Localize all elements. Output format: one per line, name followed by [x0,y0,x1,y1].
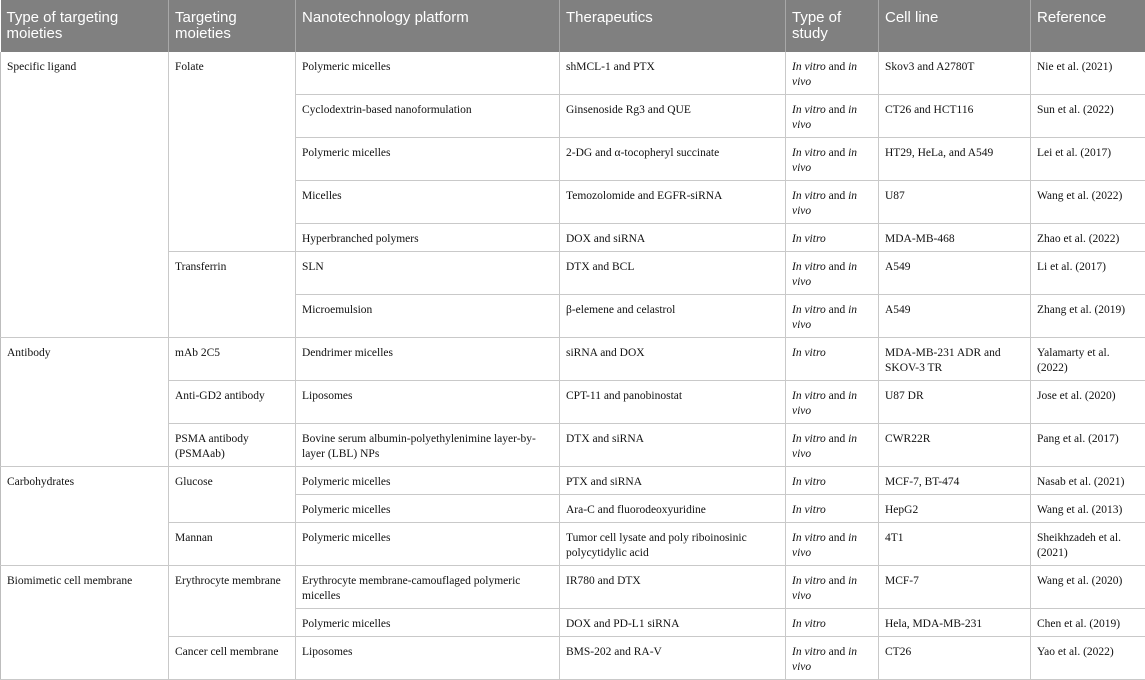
moiety-cell: Glucose [169,467,296,523]
moiety-cell: mAb 2C5 [169,338,296,381]
moiety-cell: Folate [169,52,296,252]
moiety-cell: Erythrocyte membrane [169,566,296,637]
group-cell: Biomimetic cell membrane [1,566,169,680]
therapeutics-cell: β-elemene and celastrol [560,295,786,338]
study-cell: In vitro [786,467,879,495]
therapeutics-cell: IR780 and DTX [560,566,786,609]
therapeutics-cell: Ara-C and fluorodeoxyuridine [560,495,786,523]
moiety-cell: Anti-GD2 antibody [169,381,296,424]
study-cell: In vitro [786,224,879,252]
platform-cell: Polymeric micelles [296,609,560,637]
therapeutics-cell: 2-DG and α-tocopheryl succinate [560,138,786,181]
table-row [1,637,1145,680]
platform-cell: Polymeric micelles [296,523,560,566]
platform-cell: Bovine serum albumin-polyethylenimine layer-by-layer (LBL) NPs [296,424,560,467]
cell-line-cell: CT26 and HCT116 [879,95,1031,138]
header-type-of-study: Type of study [786,0,879,52]
reference-cell: Wang et al. (2013) [1031,495,1145,523]
study-cell: In vitro [786,495,879,523]
table-row [1,467,1145,495]
reference-cell: Nasab et al. (2021) [1031,467,1145,495]
group-cell: Carbohydrates [1,467,169,566]
cell-line-cell: MCF-7 [879,566,1031,609]
cell-line-cell: A549 [879,252,1031,295]
therapeutics-cell: DTX and BCL [560,252,786,295]
header-nanotechnology-platform: Nanotechnology platform [296,0,560,52]
reference-cell: Pang et al. (2017) [1031,424,1145,467]
therapeutics-cell: CPT-11 and panobinostat [560,381,786,424]
table-row [1,424,1145,467]
reference-cell: Zhang et al. (2019) [1031,295,1145,338]
reference-cell: Wang et al. (2022) [1031,181,1145,224]
reference-cell: Zhao et al. (2022) [1031,224,1145,252]
therapeutics-cell: DOX and siRNA [560,224,786,252]
header-therapeutics: Therapeutics [560,0,786,52]
platform-cell: Polymeric micelles [296,138,560,181]
platform-cell: Polymeric micelles [296,495,560,523]
cell-line-cell: HT29, HeLa, and A549 [879,138,1031,181]
header-cell-line: Cell line [879,0,1031,52]
header-type-of-targeting-moieties: Type of targeting moieties [1,0,169,52]
reference-cell: Wang et al. (2020) [1031,566,1145,609]
table-row [1,338,1145,381]
therapeutics-cell: PTX and siRNA [560,467,786,495]
cell-line-cell: Hela, MDA-MB-231 [879,609,1031,637]
platform-cell: Erythrocyte membrane-camouflaged polymeric micelles [296,566,560,609]
cell-line-cell: MDA-MB-468 [879,224,1031,252]
therapeutics-cell: shMCL-1 and PTX [560,52,786,95]
header-reference: Reference [1031,0,1145,52]
header-row [1,0,1145,52]
platform-cell: Hyperbranched polymers [296,224,560,252]
study-cell: In vitro and in vivo [786,637,879,680]
reference-cell: Lei et al. (2017) [1031,138,1145,181]
platform-cell: Dendrimer micelles [296,338,560,381]
study-cell: In vitro and in vivo [786,138,879,181]
study-cell: In vitro [786,609,879,637]
moiety-cell: Transferrin [169,252,296,338]
platform-cell: Polymeric micelles [296,52,560,95]
cell-line-cell: Skov3 and A2780T [879,52,1031,95]
platform-cell: Micelles [296,181,560,224]
reference-cell: Sheikhzadeh et al. (2021) [1031,523,1145,566]
platform-cell: Polymeric micelles [296,467,560,495]
header-targeting-moieties: Targeting moieties [169,0,296,52]
study-cell: In vitro and in vivo [786,424,879,467]
group-cell: Antibody [1,338,169,467]
reference-cell: Yao et al. (2022) [1031,637,1145,680]
study-cell: In vitro and in vivo [786,181,879,224]
therapeutics-cell: Temozolomide and EGFR-siRNA [560,181,786,224]
study-cell: In vitro and in vivo [786,295,879,338]
reference-cell: Li et al. (2017) [1031,252,1145,295]
study-cell: In vitro [786,338,879,381]
table-row [1,52,1145,95]
therapeutics-cell: DTX and siRNA [560,424,786,467]
study-cell: In vitro and in vivo [786,95,879,138]
table-row [1,252,1145,295]
therapeutics-cell: siRNA and DOX [560,338,786,381]
moiety-cell: Cancer cell membrane [169,637,296,680]
study-cell: In vitro and in vivo [786,52,879,95]
cell-line-cell: CWR22R [879,424,1031,467]
moiety-cell: Mannan [169,523,296,566]
cell-line-cell: A549 [879,295,1031,338]
cell-line-cell: 4T1 [879,523,1031,566]
platform-cell: Cyclodextrin-based nanoformulation [296,95,560,138]
cell-line-cell: U87 DR [879,381,1031,424]
cell-line-cell: CT26 [879,637,1031,680]
therapeutics-cell: BMS-202 and RA-V [560,637,786,680]
study-cell: In vitro and in vivo [786,523,879,566]
therapeutics-cell: DOX and PD-L1 siRNA [560,609,786,637]
reference-cell: Nie et al. (2021) [1031,52,1145,95]
cell-line-cell: HepG2 [879,495,1031,523]
table-row [1,523,1145,566]
cell-line-cell: U87 [879,181,1031,224]
cell-line-cell: MCF-7, BT-474 [879,467,1031,495]
reference-cell: Yalamarty et al. (2022) [1031,338,1145,381]
study-cell: In vitro and in vivo [786,381,879,424]
platform-cell: Microemulsion [296,295,560,338]
therapeutics-cell: Ginsenoside Rg3 and QUE [560,95,786,138]
cell-line-cell: MDA-MB-231 ADR and SKOV-3 TR [879,338,1031,381]
study-cell: In vitro and in vivo [786,566,879,609]
table-row [1,381,1145,424]
reference-cell: Chen et al. (2019) [1031,609,1145,637]
platform-cell: Liposomes [296,637,560,680]
therapeutics-cell: Tumor cell lysate and poly riboinosinic polycytidylic acid [560,523,786,566]
reference-cell: Jose et al. (2020) [1031,381,1145,424]
table-row [1,566,1145,609]
platform-cell: SLN [296,252,560,295]
study-cell: In vitro and in vivo [786,252,879,295]
moiety-cell: PSMA antibody (PSMAab) [169,424,296,467]
reference-cell: Sun et al. (2022) [1031,95,1145,138]
platform-cell: Liposomes [296,381,560,424]
group-cell: Specific ligand [1,52,169,338]
